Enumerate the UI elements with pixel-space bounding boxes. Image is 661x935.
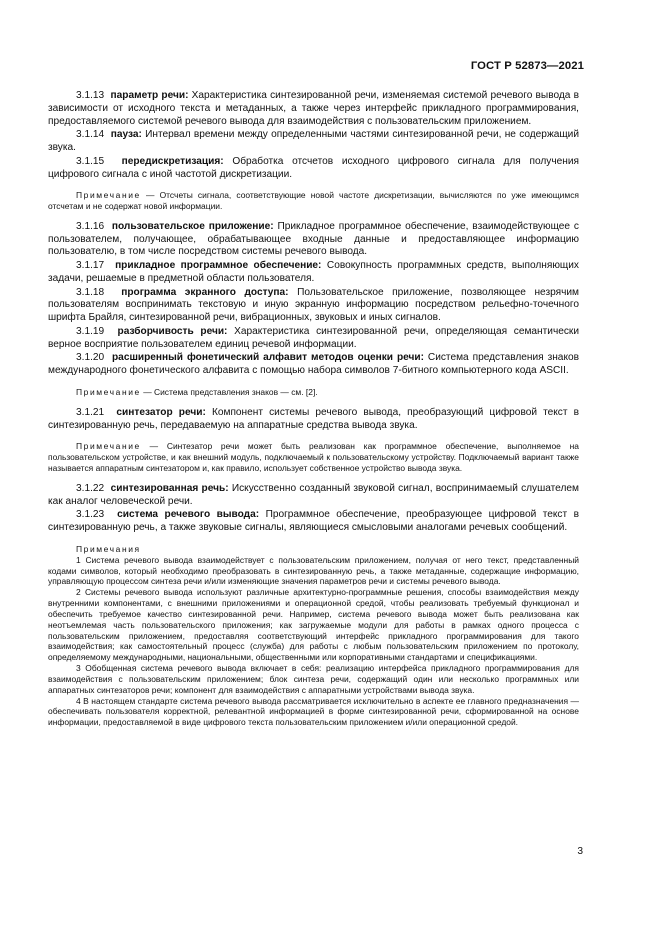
entry-3-1-22: 3.1.22 синтезированная речь: Искусственно созданный звуковой сигнал, воспринимаемый слушателем как аналог человеческой речи. <box>48 482 579 507</box>
note-3-1-21: Примечание — Синтезатор речи может быть реализован как программное обеспечение, выполняемое на пользовательском устройстве, и как внешний модуль, подключаемый к пользовательскому устройству. Подключаемый вариант также называется аппаратным синтезатором и, как правило, использует собственное устройство вывода звука. <box>48 441 579 473</box>
note-label: Примечание <box>76 190 141 201</box>
term: система речевого вывода: <box>117 509 260 521</box>
note-item-4: 4 В настоящем стандарте система речевого вывода рассматривается исключительно в аспекте ее главного предназначения — обеспечивать пользователя корректной, релевантной информацией в форме синтезированной речи, сформированной на основе информации, предоставляемой в виде цифрового текста пользовательским приложением и/или операционной средой. <box>48 695 579 728</box>
note-item-3: 3 Обобщенная система речевого вывода включает в себя: реализацию интерфейса прикладного программирования для взаимодействия с пользовательским приложением; блок синтеза речи, содержащий один или несколько программных или аппаратных синтезаторов речи; компонент для взаимодействия с аппаратными устройствами вывода звука. <box>48 663 579 695</box>
entry-3-1-15: 3.1.15 передискретизация: Обработка отсчетов исходного цифрового сигнала для получения цифрового сигнала с иной частотой дискретизации. <box>48 155 579 180</box>
note-item-2: 2 Системы речевого вывода используют различные архитектурно-программные решения, способы взаимодействия между внутренними компонентами, с внешними приложениями и операционной средой, чтобы реализовать требуемый функционал и обеспечить требуемое качество синтезированной речи. Например, система речевого вывода может быть реализована как неотъемлемая часть пользовательского приложения; как загружаемые модули для работы в рамках одного процесса с пользовательским приложением, предоставляя соответствующий интерфейс прикладного программирования для такого взаимодействия; как самостоятельный процесс (служба) для работы с любым пользовательским приложением по протоколу, определяемому международными, национальными, общественными или корпоративными стандартами и спецификациями. <box>48 587 579 663</box>
note-label: Примечание <box>76 441 141 452</box>
entry-3-1-16: 3.1.16 пользовательское приложение: Прикладное программное обеспечение, взаимодействующее с пользователем, получающее, обрабатывающее входные данные и предоставляющее информацию пользователю, в том числе посредством системы речевого вывода. <box>48 220 579 258</box>
document-body <box>48 90 579 728</box>
term: синтезированная речь: <box>110 482 229 494</box>
page-number: 3 <box>577 846 583 857</box>
term: синтезатор речи: <box>116 406 206 418</box>
note-3-1-15: Примечание — Отсчеты сигнала, соответствующие новой частоте дискретизации, вычисляются по уже имеющимся отсчетам и не содержат новой информации. <box>48 190 579 212</box>
term: параметр речи: <box>110 90 189 101</box>
term: прикладное программное обеспечение: <box>115 260 322 272</box>
note-label: Примечание <box>76 386 141 397</box>
entry-3-1-18: 3.1.18 программа экранного доступа: Пользовательское приложение, позволяющее незрячим пользователям воспринимать текстовую и иную экранную информацию посредством рельефно-точечного шрифта Брайля, синтезированной речи, вибрационных, звуковых и иных сигналов. <box>48 286 579 324</box>
note-item-1: 1 Система речевого вывода взаимодействует с пользовательским приложением, получая от него текст, представленный кодами символов, который необходимо преобразовать в синтезированную речь, а также метаданные, содержащие информацию, управляющую процессом синтеза речи и/или изменяющие значения параметров речи и системы речевого вывода. <box>48 554 579 587</box>
entry-3-1-19: 3.1.19 разборчивость речи: Характеристика синтезированной речи, определяющая семантически верное восприятие пользователем единиц речевой информации. <box>48 325 579 350</box>
note-3-1-20: Примечание — Система представления знаков — см. [2]. <box>76 386 318 397</box>
entry-3-1-17: 3.1.17 прикладное программное обеспечение: Совокупность программных средств, выполняющих задачи, решаемые в предметной области пользователя. <box>48 260 579 284</box>
term: пауза: <box>110 129 142 141</box>
entry-3-1-13: 3.1.13 параметр речи: Характеристика синтезированной речи, изменяемая системой речевого вывода в зависимости от исходного текста и метаданных, а также через интерфейс прикладного программирования, предоставляемого системой речевого вывода для взаимодействия с пользовательским приложением. <box>48 90 579 127</box>
term: расширенный фонетический алфавит методов оценки речи: <box>112 352 424 364</box>
entry-3-1-23: 3.1.23 система речевого вывода: Программное обеспечение, преобразующее цифровой текст в синтезированную речь, а также звуковые сигналы, являющиеся смысловыми аналогами речевых сообщений. <box>48 509 579 534</box>
term: пользовательское приложение: <box>111 220 274 232</box>
notes-heading: Примечания <box>76 543 141 554</box>
entry-3-1-21: 3.1.21 синтезатор речи: Компонент системы речевого вывода, преобразующий цифровой текст в синтезированную речь, передаваемую на аппаратные средства вывода звука. <box>48 406 579 431</box>
term: программа экранного доступа: <box>121 286 289 298</box>
entry-3-1-20: 3.1.20 расширенный фонетический алфавит методов оценки речи: Система представления знаков международного фонетического алфавита с помощью набора символов 7-битного компьютерного кода ASCII. <box>48 352 579 377</box>
standard-header: ГОСТ Р 52873—2021 <box>470 60 584 72</box>
entry-3-1-14: 3.1.14 пауза: Интервал времени между определенными частями синтезированной речи, не содержащий звука. <box>48 129 579 153</box>
term: разборчивость речи: <box>117 325 228 337</box>
term: передискретизация: <box>121 155 224 167</box>
